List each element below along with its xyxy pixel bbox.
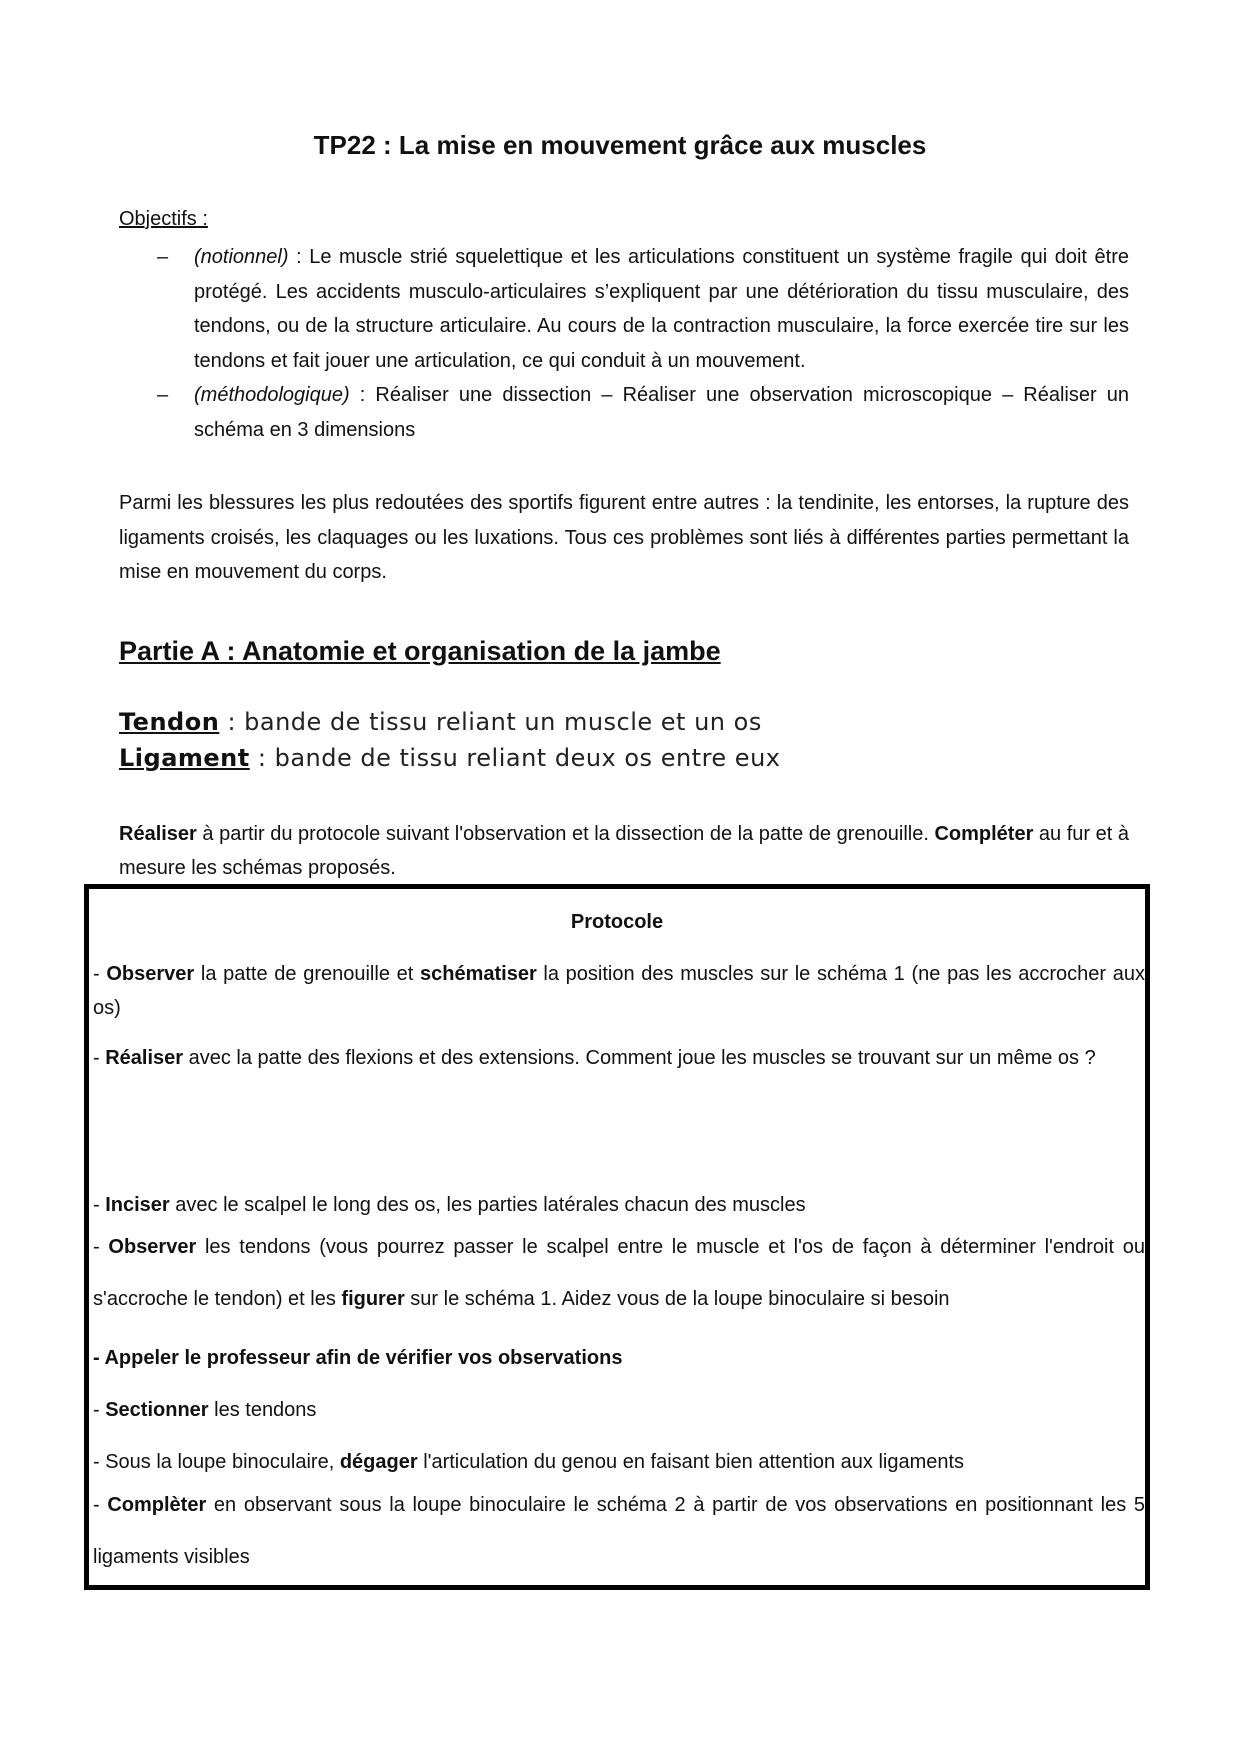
step-verb: Complèter <box>107 1494 207 1516</box>
protocol-step <box>93 1479 1145 1583</box>
step-verb: Observer <box>108 1236 197 1258</box>
protocol-step <box>93 957 1145 1025</box>
step-prefix: - <box>93 1347 105 1369</box>
step-text: les tendons (vous pourrez passer le scalpel entre le muscle et l'os de façon à déterminer l'endroit ou s'accroche le tendon) et les <box>93 1236 1145 1310</box>
definition-tendon <box>119 704 781 740</box>
objectives-list <box>119 240 1129 447</box>
page-title: TP22 : La mise en mouvement grâce aux muscles <box>313 130 927 160</box>
dash-bullet: – <box>157 246 169 268</box>
instruction-verb: Réaliser <box>119 823 197 845</box>
protocol-title: Protocole <box>570 911 664 933</box>
objective-item <box>119 378 1129 447</box>
step-text: en observant sous la loupe binoculaire le schéma 2 à partir de vos observations en positionnant les 5 ligaments visibles <box>93 1494 1146 1568</box>
step-text: avec le scalpel le long des os, les parties latérales chacun des muscles <box>169 1194 806 1216</box>
step-prefix: - <box>93 1236 109 1258</box>
step-text: la patte de grenouille et <box>194 963 420 985</box>
objectives-label: Objectifs : <box>119 208 208 230</box>
protocol-step <box>93 1445 1145 1479</box>
step-verb: Réaliser <box>105 1047 184 1069</box>
step-verb: Inciser <box>105 1194 170 1216</box>
definition-desc: : bande de tissu reliant deux os entre eux <box>249 744 781 772</box>
intro-paragraph: Parmi les blessures les plus redoutées des sportifs figurent entre autres : la tendinite, les entorses, la rupture des ligaments croisés, les claquages ou les luxations. Tous ces problèmes sont liés à différentes parties permettant la mise en mouvement du corps. <box>119 492 1129 583</box>
step-prefix: - <box>93 963 107 985</box>
step-text: sur le schéma 1. Aidez vous de la loupe binoculaire si besoin <box>404 1288 950 1310</box>
step-prefix: - <box>93 1047 106 1069</box>
step-verb: Appeler le professeur afin de vérifier vos observations <box>104 1347 623 1369</box>
protocol-box <box>84 884 1150 1590</box>
step-verb: Sectionner <box>105 1399 209 1421</box>
definition-term: Tendon <box>119 708 220 736</box>
section-heading-part-a: Partie A : Anatomie et organisation de la jambe <box>119 636 721 666</box>
objective-item <box>119 240 1129 378</box>
protocol-step <box>93 1221 1145 1325</box>
protocol-step <box>93 1341 1145 1375</box>
step-prefix: - <box>93 1399 106 1421</box>
dash-bullet: – <box>157 384 169 406</box>
protocol-step <box>93 1188 1145 1222</box>
step-verb: dégager <box>339 1451 418 1473</box>
instruction-verb: Compléter <box>934 823 1034 845</box>
step-prefix: - <box>93 1194 106 1216</box>
protocol-step <box>93 1032 1145 1084</box>
definition-desc: : bande de tissu reliant un muscle et un os <box>219 708 762 736</box>
step-text: avec la patte des flexions et des extensions. Comment joue les muscles se trouvant sur un même os ? <box>183 1047 1096 1069</box>
definition-ligament <box>119 740 781 776</box>
protocol-step <box>93 1393 1145 1427</box>
definition-term: Ligament <box>119 744 250 772</box>
step-text: les tendons <box>208 1399 317 1421</box>
step-prefix: - <box>93 1494 108 1516</box>
step-verb: Observer <box>106 963 195 985</box>
instruction-text: à partir du protocole suivant l'observation et la dissection de la patte de grenouille. <box>196 823 935 845</box>
step-verb: figurer <box>341 1288 405 1310</box>
step-verb: schématiser <box>420 963 537 985</box>
instruction-paragraph <box>119 817 1129 885</box>
step-text: la position des muscles sur le schéma 1 (ne pas les accrocher aux os) <box>93 963 1145 1019</box>
objective-tag: (notionnel) <box>194 246 289 268</box>
definitions <box>119 704 781 776</box>
objective-tag: (méthodologique) <box>194 384 350 406</box>
objective-text: : Réaliser une dissection – Réaliser une observation microscopique – Réaliser un schéma en 3 dimensions <box>194 384 1129 441</box>
objective-text: : Le muscle strié squelettique et les articulations constituent un système fragile qui doit être protégé. Les accidents musculo-articulaires s’expliquent par une détérioration du tissu musculaire, des tendons, ou de la structure articulaire. Au cours de la contraction musculaire, la force exercée tire sur les tendons et fait jouer une articulation, ce qui conduit à un mouvement. <box>194 246 1129 372</box>
step-text: l'articulation du genou en faisant bien attention aux ligaments <box>417 1451 965 1473</box>
instruction-text: au fur et à mesure les schémas proposés. <box>119 823 1129 879</box>
step-prefix: - Sous la loupe binoculaire, <box>93 1451 340 1473</box>
